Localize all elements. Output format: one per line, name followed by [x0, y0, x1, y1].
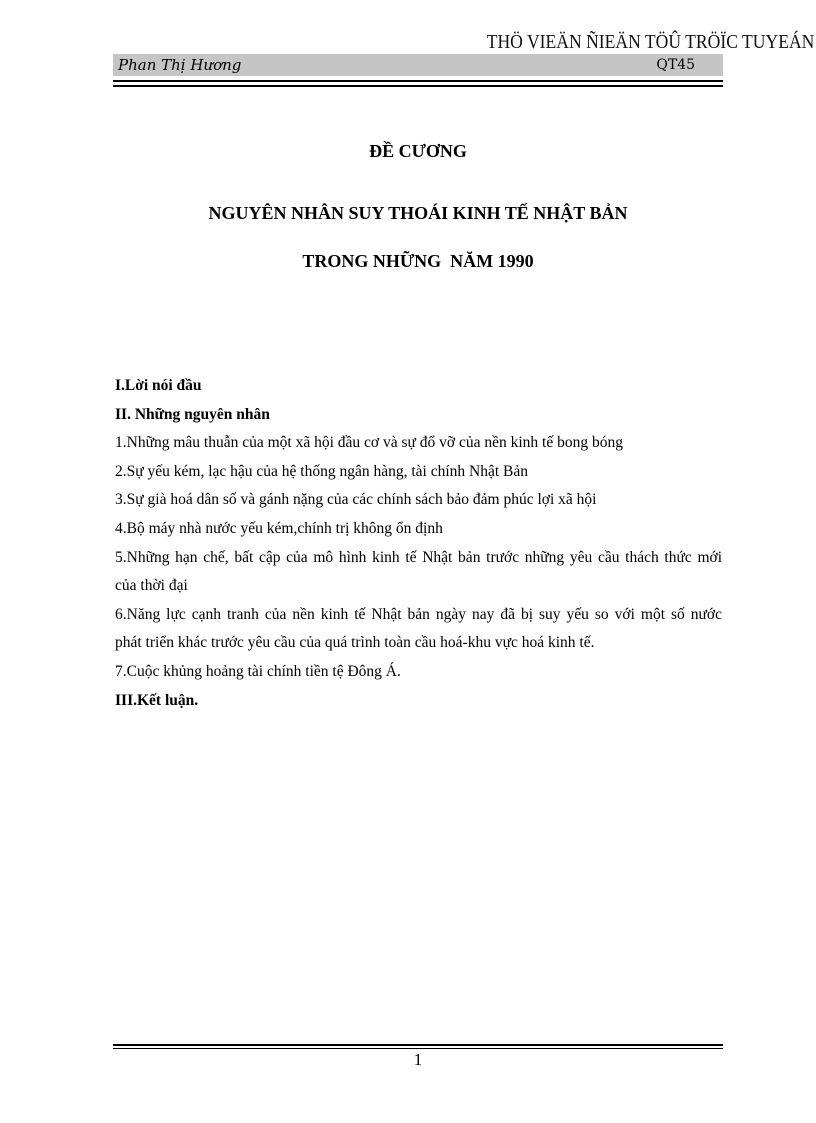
watermark-text: THÖ VIEÄN ÑIEÄN TÖÛ TRÖÏC TUYEÁN: [486, 31, 814, 53]
document-title-line1: NGUYÊN NHÂN SUY THOÁI KINH TẾ NHẬT BẢN: [208, 203, 628, 223]
page-number: 1: [413, 1050, 423, 1069]
body-line: 7.Cuộc khủng hoảng tài chính tiền tệ Đông Á.: [115, 662, 401, 680]
body-line: của thời đại: [115, 577, 188, 595]
body-line: 3.Sự già hoá dân số và gánh nặng của các chính sách bảo đảm phúc lợi xã hội: [115, 491, 597, 509]
header-bar: [113, 54, 723, 76]
body-line: phát triển khác trước yêu cầu của quá trình toàn cầu hoá-khu vực hoá kinh tế.: [115, 634, 595, 652]
body-line: 5.Những hạn chế, bất cập của mô hình kinh tế Nhật bản trước những yêu cầu thách thức mới: [115, 548, 722, 566]
body-line: I.Lời nói đầu: [115, 377, 202, 394]
header-rule-line: [113, 80, 723, 87]
body-line: 1.Những mâu thuẫn của một xã hội đầu cơ và sự đổ vỡ của nền kinh tế bong bóng: [115, 434, 623, 452]
footer-rule-line: [113, 1044, 723, 1049]
header-author-name: Phan Thị Hương: [118, 56, 242, 74]
document-title-line2: TRONG NHỮNG NĂM 1990: [302, 251, 534, 271]
body-line: 4.Bộ máy nhà nước yếu kém,chính trị không ổn định: [115, 519, 443, 537]
outline-body: [115, 372, 722, 715]
body-line: 6.Năng lực cạnh tranh của nền kinh tế Nhật bản ngày nay đã bị suy yếu so với một số nước: [115, 605, 722, 623]
body-line: 2.Sự yếu kém, lạc hậu của hệ thống ngân hàng, tài chính Nhật Bản: [115, 462, 529, 480]
header-course-code: QT45: [656, 57, 695, 73]
outline-kicker: ĐỀ CƯƠNG: [369, 141, 467, 161]
body-line: III.Kết luận.: [115, 691, 199, 709]
body-line: II. Những nguyên nhân: [115, 405, 270, 423]
